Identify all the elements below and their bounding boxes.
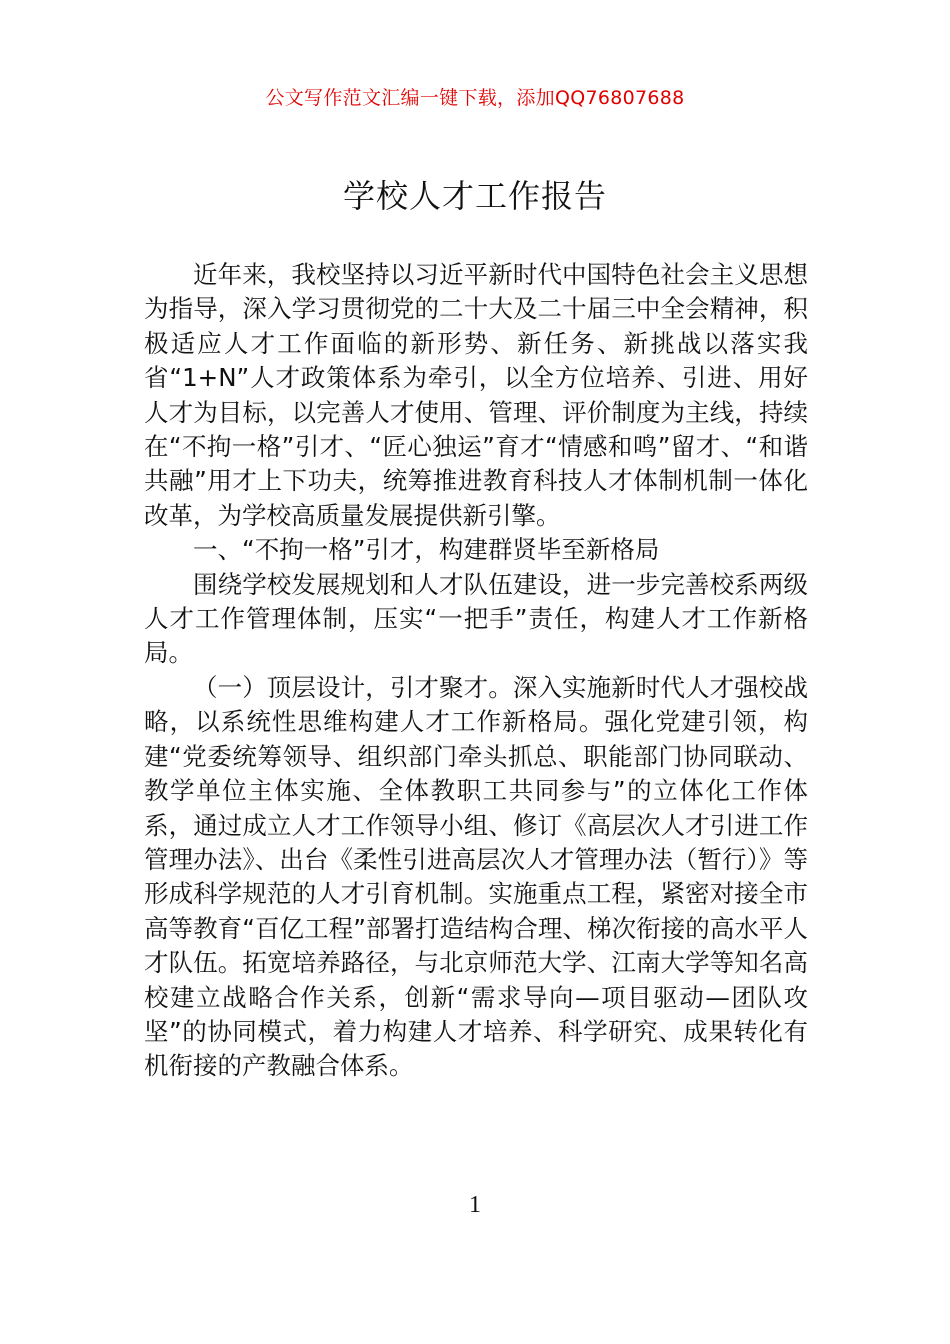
document-body [144, 258, 808, 1084]
document-title: 学校人才工作报告 [342, 177, 607, 215]
subsection-paragraph: （一）顶层设计，引才聚才。深入实施新时代人才强校战略，以系统性思维构建人才工作新格局。强化党建引领，构建“党委统筹领导、组织部门牵头抓总、职能部门协同联动、教学单位主体实施、全体教职工共同参与”的立体化工作体系，通过成立人才工作领导小组、修订《高层次人才引进工作管理办法》、出台《柔性引进高层次人才管理办法（暂行）》等形成科学规范的人才引育机制。实施重点工程，紧密对接全市高等教育“百亿工程”部署打造结构合理、梯次衔接的高水平人才队伍。拓宽培养路径，与北京师范大学、江南大学等知名高校建立战略合作关系，创新“需求导向—项目驱动—团队攻坚”的协同模式，着力构建人才培养、科学研究、成果转化有机衔接的产教融合体系。 [144, 672, 808, 1081]
promo-banner: 公文写作范文汇编一键下载，添加QQ76807688 [265, 87, 685, 109]
intro-paragraph: 近年来，我校坚持以习近平新时代中国特色社会主义思想为指导，深入学习贯彻党的二十大及二十届三中全会精神，积极适应人才工作面临的新形势、新任务、新挑战以落实我省“1+N”人才政策体系为牵引，以全方位培养、引进、用好人才为目标，以完善人才使用、管理、评价制度为主线，持续在“不拘一格”引才、“匠心独运”育才“情感和鸣”留才、“和谐共融”用才上下功夫，统筹推进教育科技人才体制机制一体化改革，为学校高质量发展提供新引擎。 [144, 260, 808, 530]
page-number: 1 [469, 1192, 481, 1218]
section-heading: 一、“不拘一格”引才，构建群贤毕至新格局 [193, 535, 660, 565]
section-paragraph: 围绕学校发展规划和人才队伍建设，进一步完善校系两级人才工作管理体制，压实“一把手”责任，构建人才工作新格局。 [144, 569, 808, 668]
